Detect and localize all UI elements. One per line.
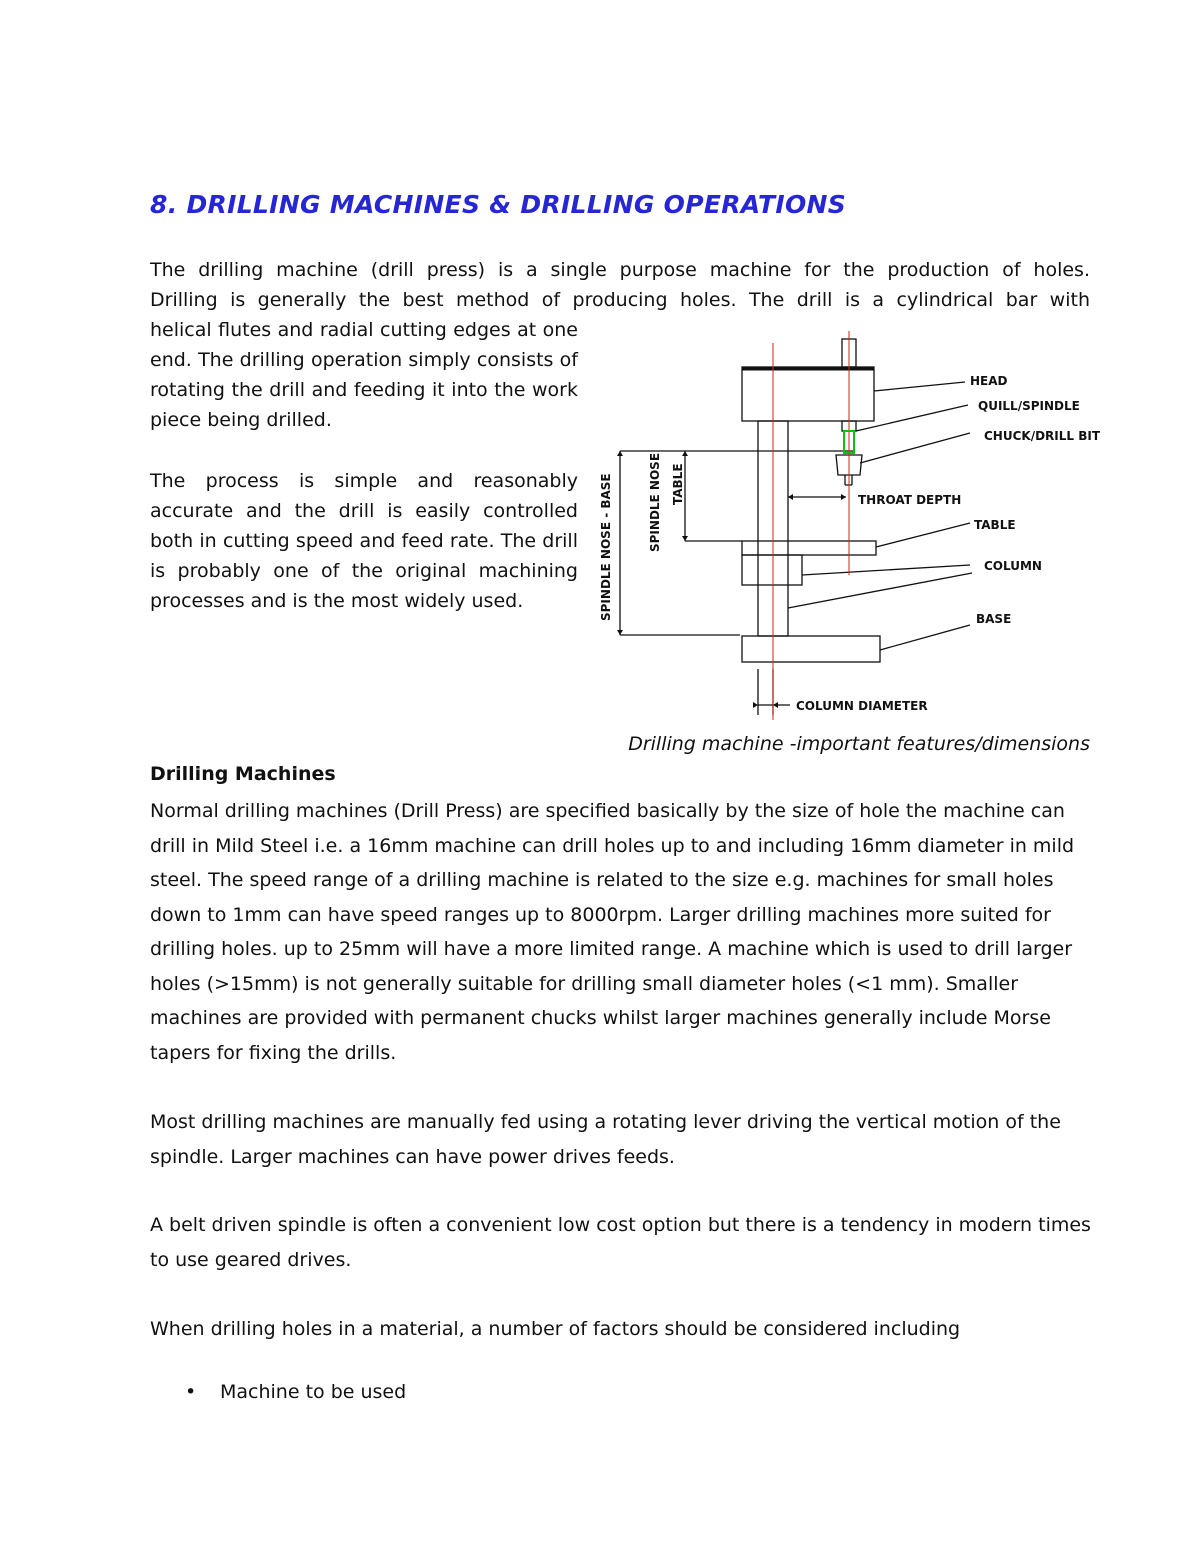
table-shape [742, 541, 876, 555]
process-paragraph: The process is simple and reasonably accurate and the drill is easily controlled both in cutting speed and feed rate. The drill is probably one of the original machining processes and is the most widely used. [150, 470, 578, 612]
label-column-diameter: COLUMN DIAMETER [796, 699, 928, 713]
label-column: COLUMN [984, 559, 1042, 573]
list-item [150, 1375, 406, 1409]
page-title: 8. DRILLING MACHINES & DRILLING OPERATIONS [150, 190, 847, 219]
label-spindle-nose: SPINDLE NOSE [648, 452, 662, 552]
drilling-machine-diagram [590, 325, 1110, 725]
body-paragraph: Most drilling machines are manually fed using a rotating lever driving the vertical motion of the spindle. Larger machines can have power drives feeds. [150, 1111, 1061, 1168]
head-shape [742, 367, 874, 421]
body-paragraph: A belt driven spindle is often a convenient low cost option but there is a tendency in modern times to use geared drives. [150, 1214, 1091, 1271]
label-head: HEAD [970, 374, 1008, 388]
figure-caption: Drilling machine -important features/dimensions [628, 733, 1090, 755]
base-shape [742, 636, 880, 662]
body-paragraph: When drilling holes in a material, a number of factors should be considered including [150, 1318, 961, 1340]
factor-list [150, 1375, 406, 1409]
intro-line-1: The drilling machine (drill press) is a single purpose machine for the production of holes. [150, 259, 1090, 281]
body-paragraph: Normal drilling machines (Drill Press) are specified basically by the size of hole the machine can drill in Mild Steel i.e. a 16mm machine can drill holes up to and including 16mm diameter in mild steel. The speed range of a drilling machine is related to the size e.g. machines for small holes down to 1mm can have speed ranges up to 8000rpm. Larger drilling machines more suited for drilling holes. up to 25mm will have a more limited range. A machine which is used to drill larger holes (>15mm) is not generally suitable for drilling small diameter holes (<1 mm). Smaller machines are provided with permanent chucks whilst larger machines generally include Morse tapers for fixing the drills. [150, 800, 1075, 1064]
section-heading: Drilling Machines [150, 763, 336, 785]
intro-line-2: Drilling is generally the best method of producing holes. The drill is a cylindrical bar with [150, 289, 1090, 311]
list-item-text: Machine to be used [220, 1381, 407, 1403]
label-throat-depth: THROAT DEPTH [858, 493, 962, 507]
intro-wrapped-text: helical flutes and radial cutting edges at one end. The drilling operation simply consists of rotating the drill and feeding it into the work piece being drilled. [150, 319, 578, 431]
label-table-dimension: TABLE [671, 463, 685, 505]
label-spindle-nose-base: SPINDLE NOSE - BASE [599, 473, 613, 621]
label-chuck: CHUCK/DRILL BIT [984, 429, 1101, 443]
label-quill: QUILL/SPINDLE [978, 399, 1080, 413]
label-table: TABLE [974, 518, 1016, 532]
bullet-icon: • [185, 1381, 197, 1403]
label-base: BASE [976, 612, 1012, 626]
